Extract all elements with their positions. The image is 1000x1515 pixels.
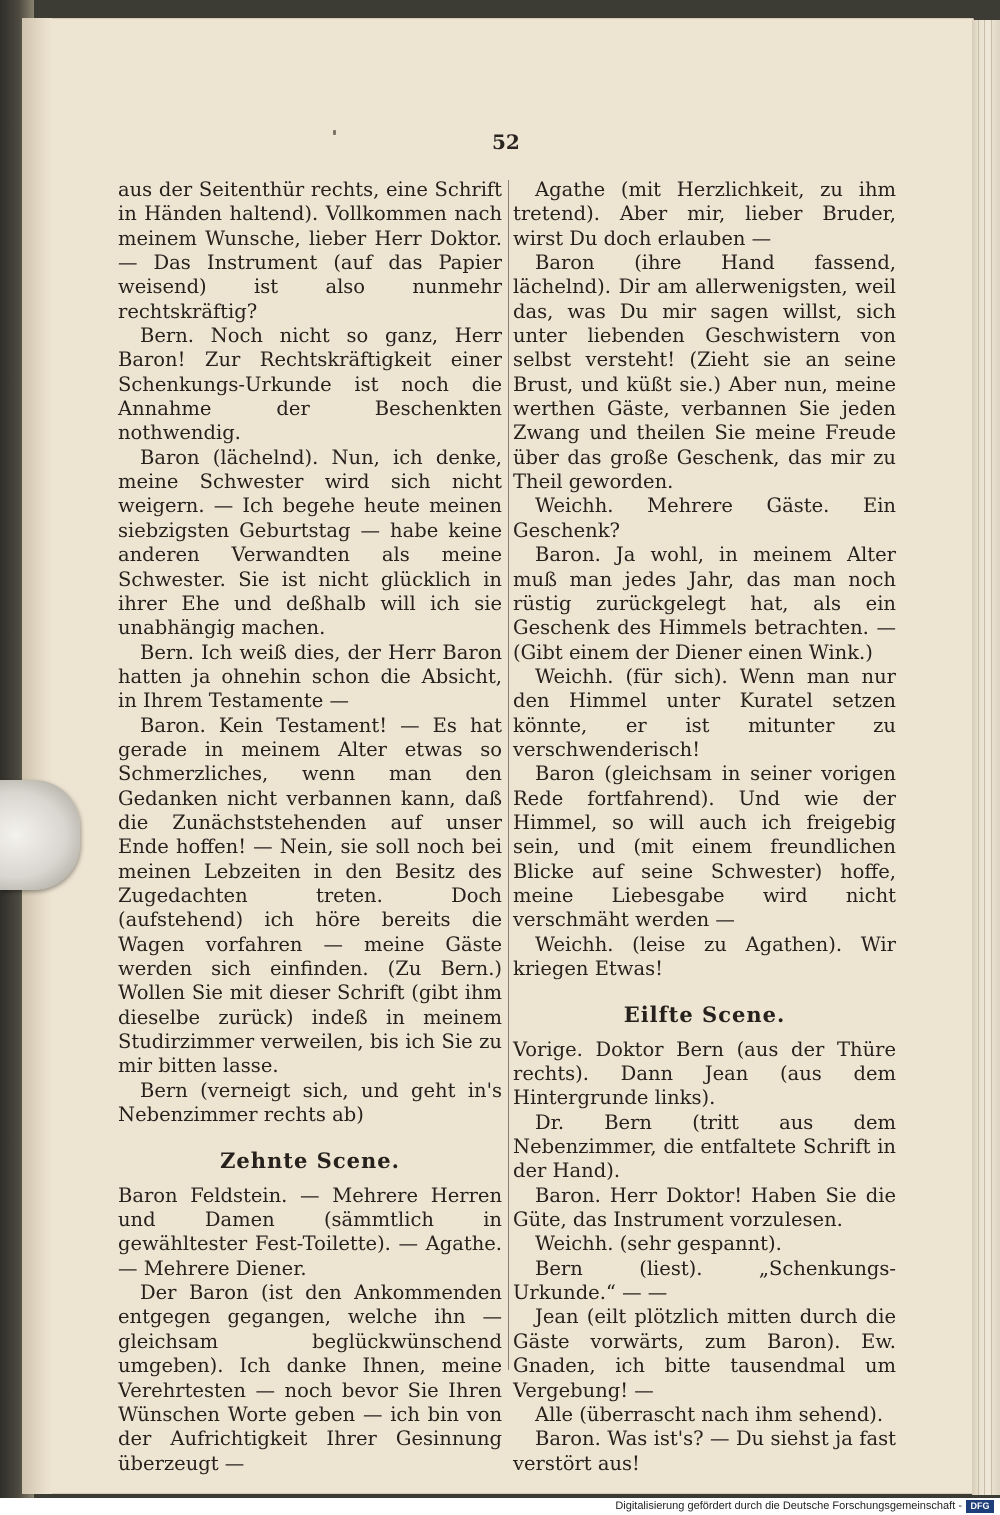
text-paragraph: Baron. Was ist's? — Du siehst ja fast verstört aus!	[513, 1427, 896, 1475]
page-stack-edge	[972, 20, 1000, 1495]
text-paragraph: Baron (gleichsam in seiner vorigen Rede fortfahrend). Und wie der Himmel, so will auch ich freigebig sein, und (mit einem freundlichen Blicke auf seine Schwester) hoffe, meine Liebesgabe wird nicht verschmäht werden —	[513, 762, 896, 932]
text-paragraph: Bern (verneigt sich, und geht in's Nebenzimmer rechts ab)	[118, 1078, 502, 1127]
column-divider	[508, 180, 509, 1370]
text-paragraph: Agathe (mit Herzlichkeit, zu ihm tretend). Aber mir, lieber Bruder, wirst Du doch erlauben —	[513, 178, 896, 250]
ink-speck	[333, 130, 336, 135]
text-paragraph: Bern. Ich weiß dies, der Herr Baron hatten ja ohnehin schon die Absicht, in Ihrem Testamente —	[118, 640, 502, 713]
text-paragraph: Alle (überrascht nach ihm sehend).	[535, 1402, 884, 1426]
text-paragraph: Dr. Bern (tritt aus dem Nebenzimmer, die entfaltete Schrift in der Hand).	[513, 1110, 896, 1183]
text-paragraph: Vorige. Doktor Bern (aus der Thüre rechts). Dann Jean (aus dem Hintergrunde links).	[513, 1037, 896, 1110]
scene-heading: Zehnte Scene.	[220, 1148, 400, 1174]
text-paragraph: Baron. Ja wohl, in meinem Alter muß man jedes Jahr, das man noch rüstig zurückgelegt hat, als ein Geschenk des Himmels betrachten. — (Gibt einem der Diener einen Wink.)	[513, 543, 896, 664]
right-text-column	[513, 178, 896, 1476]
dfg-logo: DFG	[966, 1500, 994, 1513]
text-paragraph: Baron. Kein Testament! — Es hat gerade in meinem Alter etwas so Schmerzliches, wenn man den Gedanken nicht verbannen kann, daß die Zunächststehenden auf unser Ende hoffen! — Nein, sie soll noch bei meinen Lebzeiten in den Besitz des Zugedachten treten. Doch (aufstehend) ich höre bereits die Wagen vorfahren — meine Gäste werden sich einfinden. (Zu Bern.) Wollen Sie mit dieser Schrift (gibt ihm dieselbe zurück) indeß in meinem Studirzimmer verweilen, bis ich Sie zu mir bitten lasse.	[118, 713, 502, 1078]
text-paragraph: Bern (liest). „Schenkungs-Urkunde.“ — —	[513, 1256, 896, 1305]
text-paragraph: Weichh. (für sich). Wenn man nur den Himmel unter Kuratel setzen könnte, er ist mitunter zu verschwenderisch!	[513, 664, 896, 761]
text-paragraph: Weichh. (sehr gespannt).	[535, 1232, 782, 1256]
scene-heading: Eilfte Scene.	[623, 1002, 786, 1028]
text-paragraph: Weichh. Mehrere Gäste. Ein Geschenk?	[513, 494, 896, 542]
text-paragraph: Weichh. (leise zu Agathen). Wir kriegen Etwas!	[513, 932, 896, 980]
text-paragraph: Jean (eilt plötzlich mitten durch die Gäste vorwärts, zum Baron). Ew. Gnaden, ich bitte tausendmal um Vergebung! —	[513, 1305, 896, 1402]
text-paragraph: Der Baron (ist den Ankommenden entgegen gegangen, welche ihn — gleichsam beglückwünschend umgeben). Ich danke Ihnen, meine Verehrtesten — noch bevor Sie Ihren Wünschen Worte geben — ich bin von der Aufrichtigkeit Ihrer Gesinnung überzeugt —	[118, 1281, 502, 1475]
page-gutter	[22, 18, 52, 1494]
text-paragraph: Baron (lächelnd). Nun, ich denke, meine Schwester wird sich nicht weigern. — Ich begehe heute meinen siebzigsten Geburtstag — habe keine anderen Verwandten als meine Schwester. Sie ist nicht glücklich in ihrer Ehe und deßhalb will ich sie unabhängig machen.	[118, 445, 502, 640]
text-paragraph: Baron. Herr Doktor! Haben Sie die Güte, das Instrument vorzulesen.	[513, 1183, 896, 1232]
funding-notice: Digitalisierung gefördert durch die Deutsche Forschungsgemeinschaft -	[615, 1500, 962, 1512]
text-paragraph: aus der Seitenthür rechts, eine Schrift in Händen haltend). Vollkommen nach meinem Wunsche, lieber Herr Doktor. — Das Instrument (auf das Papier weisend) ist also nunmehr rechtskräftig?	[118, 178, 502, 323]
binding-clip	[0, 780, 80, 890]
left-text-column	[118, 178, 502, 1476]
page-number: 52	[492, 130, 520, 154]
text-paragraph: Baron Feldstein. — Mehrere Herren und Damen (sämmtlich in gewähltester Fest-Toilette). — Agathe. — Mehrere Diener.	[118, 1183, 502, 1280]
text-paragraph: Baron (ihre Hand fassend, lächelnd). Dir am allerwenigsten, weil das, was Du mir sagen willst, sich unter liebenden Geschwistern von selbst versteht! (Zieht sie an seine Brust, und küßt sie.) Aber nun, meine werthen Gäste, verbannen Sie jeden Zwang und theilen Sie meine Freude über das große Geschenk, das mir zu Theil geworden.	[513, 251, 896, 494]
text-paragraph: Bern. Noch nicht so ganz, Herr Baron! Zur Rechtskräftigkeit einer Schenkungs-Urkunde ist noch die Annahme der Beschenkten nothwendig.	[118, 324, 502, 445]
